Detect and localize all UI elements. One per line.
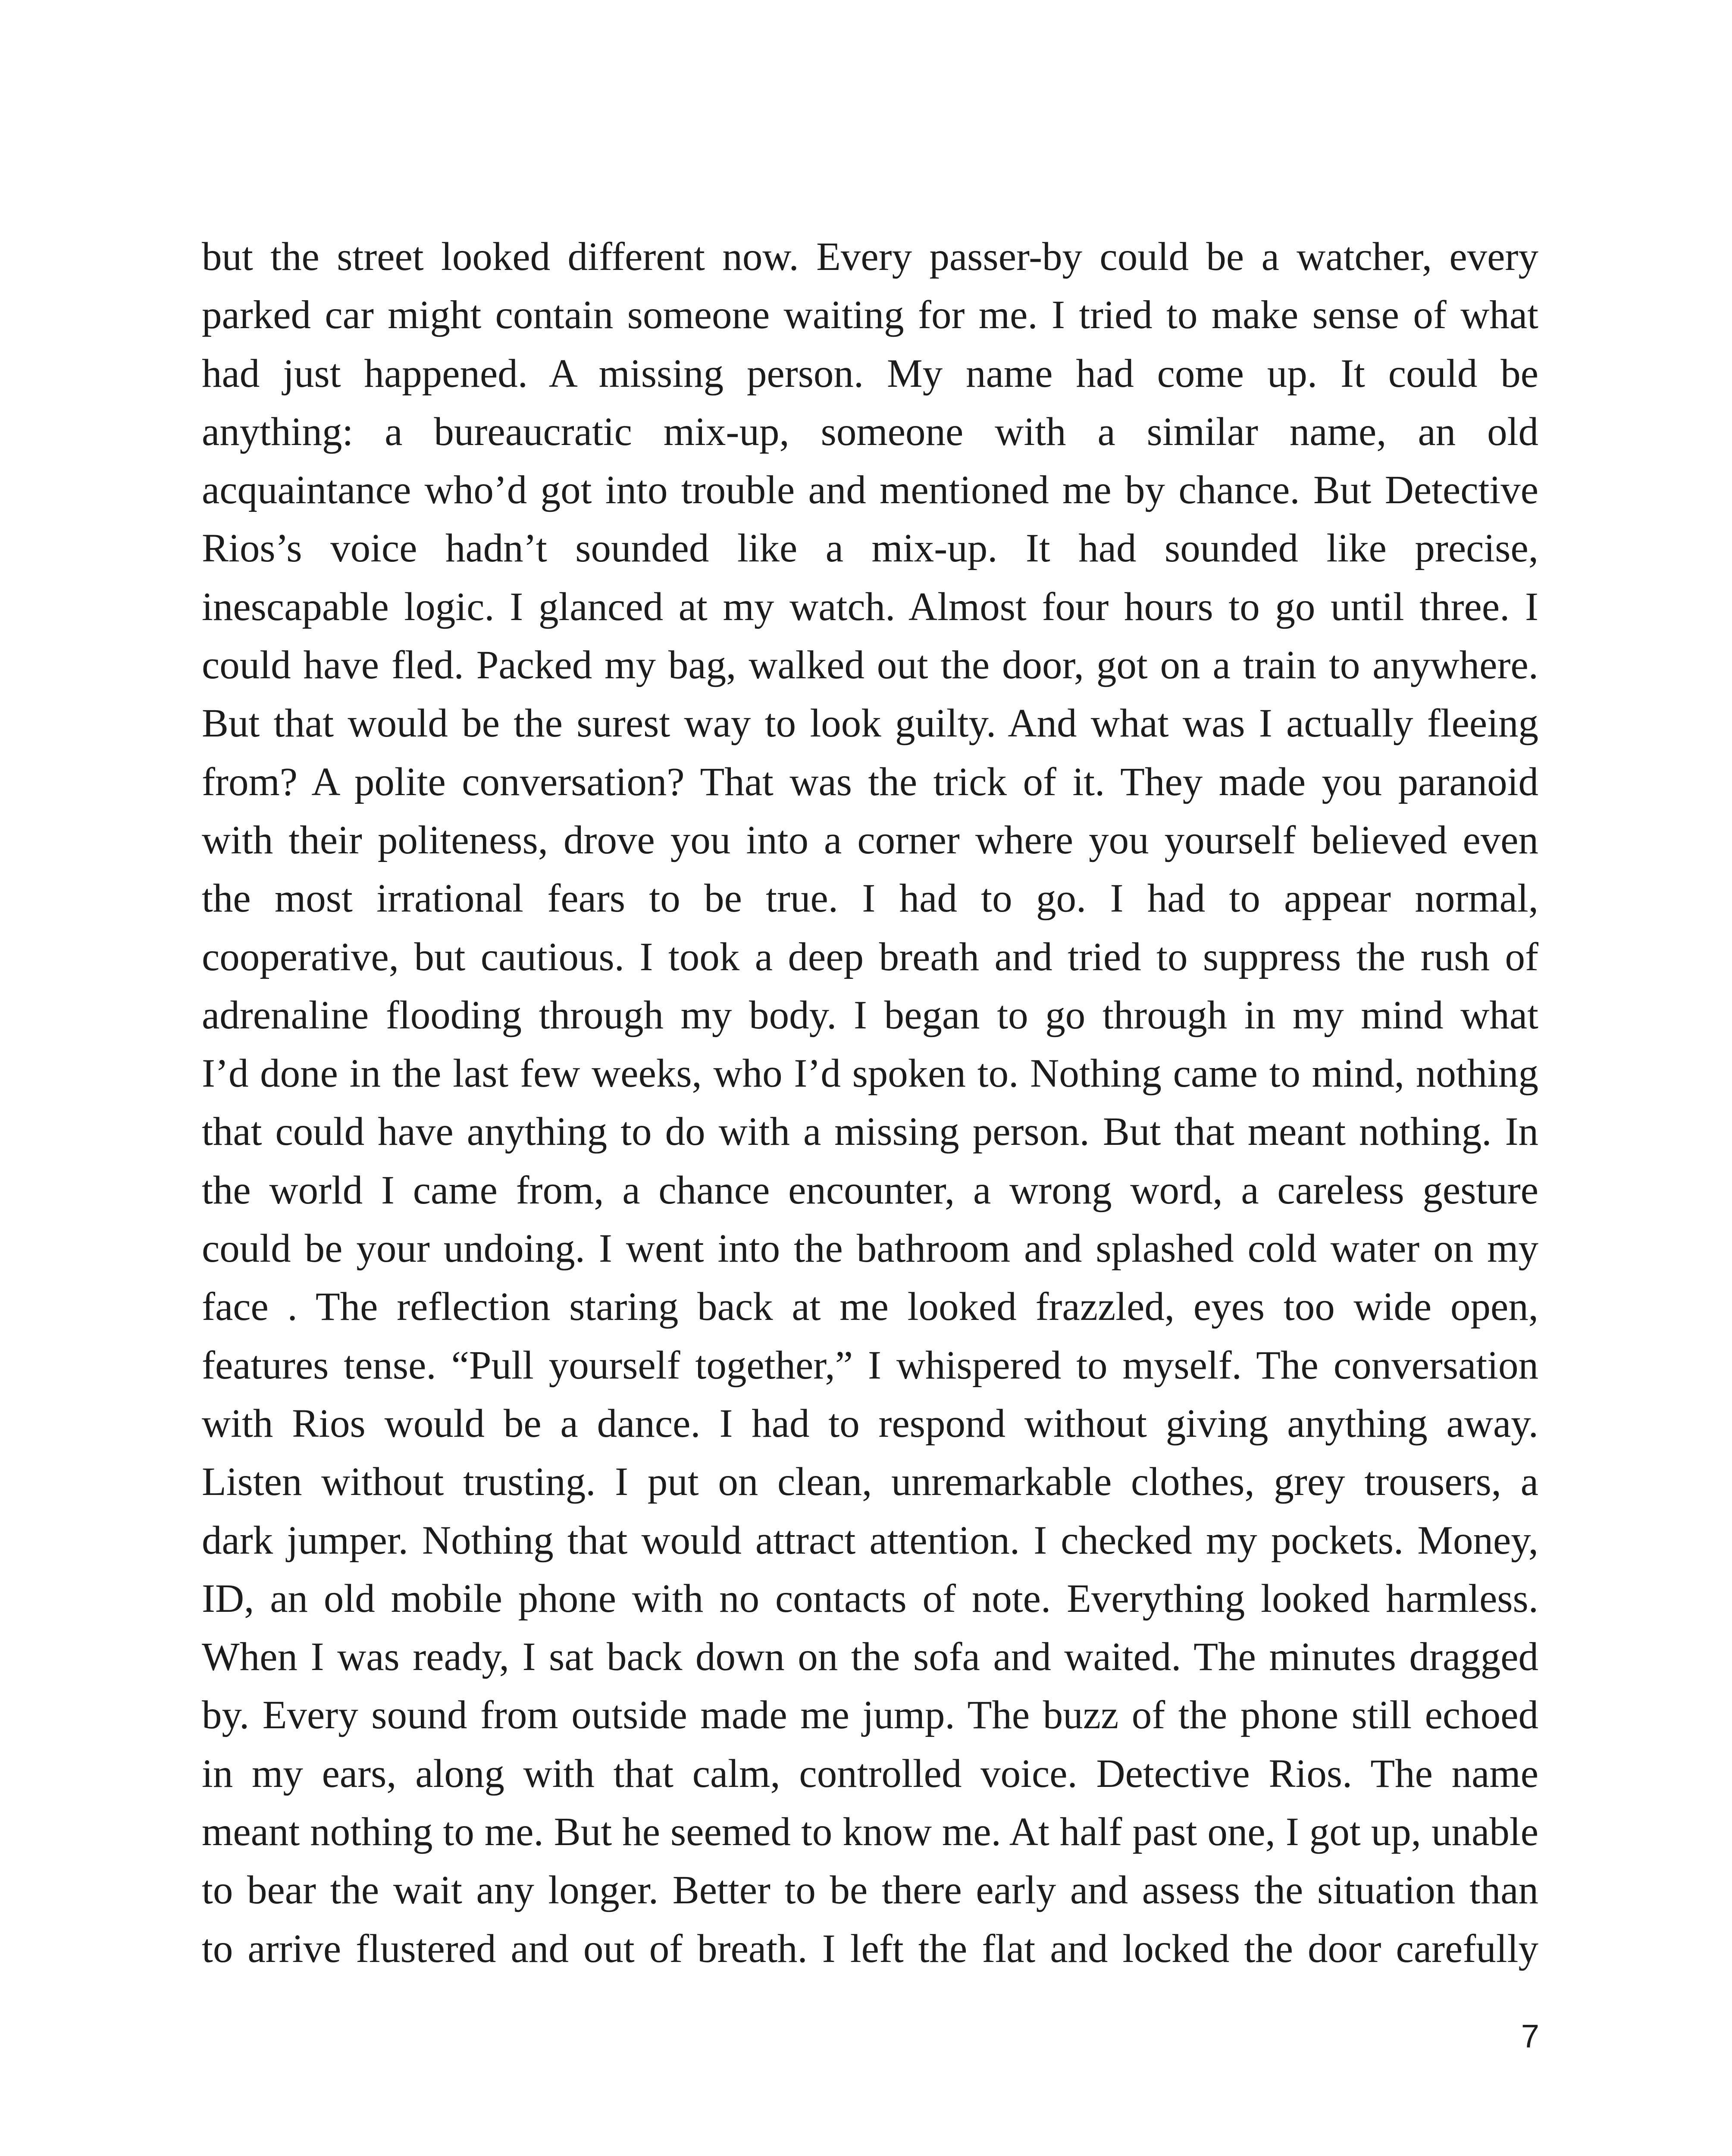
text-line: to bear the wait any longer. Better to be there early and assess the situation than [202,1868,1538,1913]
text-line: to arrive flustered and out of breath. I left the flat and locked the door carefully [202,1926,1538,1971]
text-line: cooperative, but cautious. I took a deep breath and tried to suppress the rush of [202,934,1538,979]
text-line: but the street looked different now. Every passer-by could be a watcher, every [202,235,1538,279]
page-number: 7 [1521,2018,1539,2055]
text-line: When I was ready, I sat back down on the sofa and waited. The minutes dragged [202,1635,1538,1680]
text-line: face . The reflection staring back at me looked frazzled, eyes too wide open, [202,1285,1538,1329]
text-line: the most irrational fears to be true. I had to go. I had to appear normal, [202,876,1538,921]
text-line: by. Every sound from outside made me jump. The buzz of the phone still echoed [202,1693,1538,1738]
text-line: could be your undoing. I went into the bathroom and splashed cold water on my [202,1226,1538,1271]
text-line: anything: a bureaucratic mix-up, someone with a similar name, an old [202,409,1538,454]
text-line: Listen without trusting. I put on clean, unremarkable clothes, grey trousers, a [202,1460,1538,1504]
text-line: dark jumper. Nothing that would attract attention. I checked my pockets. Money, [202,1518,1538,1563]
text-line: acquaintance who’d got into trouble and mentioned me by chance. But Detective [202,468,1538,513]
text-line: adrenaline flooding through my body. I began to go through in my mind what [202,993,1538,1037]
text-line: But that would be the surest way to look guilty. And what was I actually fleeing [202,701,1538,746]
text-line: that could have anything to do with a missing person. But that meant nothing. In [202,1109,1538,1154]
text-line: features tense. “Pull yourself together,” I whispered to myself. The conversation [202,1343,1538,1388]
text-line: from? A polite conversation? That was the trick of it. They made you paranoid [202,759,1538,804]
text-line: ID, an old mobile phone with no contacts of note. Everything looked harmless. [202,1576,1538,1621]
text-line: the world I came from, a chance encounter, a wrong word, a careless gesture [202,1168,1538,1213]
text-line: with their politeness, drove you into a corner where you yourself believed even [202,818,1538,862]
text-line: had just happened. A missing person. My name had come up. It could be [202,351,1538,396]
text-line: meant nothing to me. But he seemed to know me. At half past one, I got up, unable [202,1810,1538,1855]
text-line: could have fled. Packed my bag, walked out the door, got on a train to anywhere. [202,643,1538,688]
text-line: parked car might contain someone waiting for me. I tried to make sense of what [202,293,1538,338]
text-line: Rios’s voice hadn’t sounded like a mix-up. It had sounded like precise, [202,526,1538,571]
body-text [202,228,1538,1978]
text-line: with Rios would be a dance. I had to respond without giving anything away. [202,1401,1538,1446]
text-line: inescapable logic. I glanced at my watch. Almost four hours to go until three. I [202,584,1538,629]
text-line: in my ears, along with that calm, controlled voice. Detective Rios. The name [202,1751,1538,1796]
text-line: I’d done in the last few weeks, who I’d spoken to. Nothing came to mind, nothing [202,1051,1538,1096]
